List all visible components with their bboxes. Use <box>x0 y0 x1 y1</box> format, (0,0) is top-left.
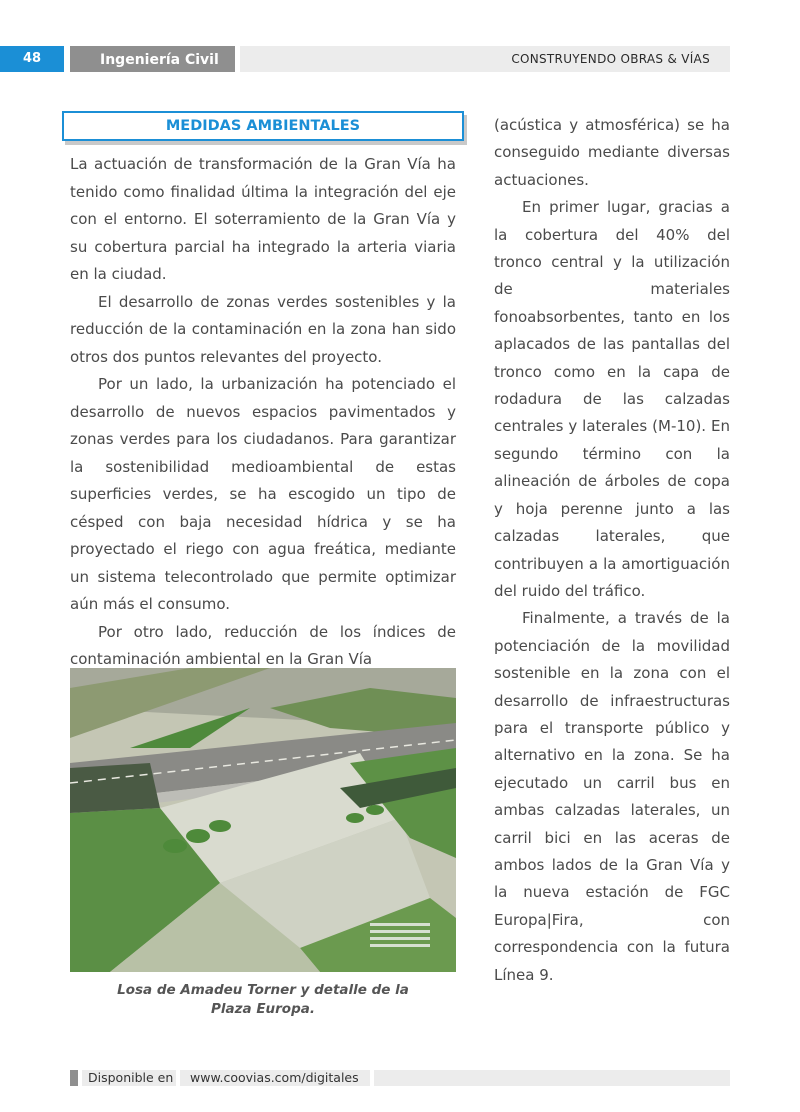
page-number: 48 <box>0 46 64 72</box>
paragraph: La actuación de transformación de la Gran Vía ha tenido como finalidad última la integración del eje con el entorno. El soterramiento de la Gran Vía y su cobertura parcial ha integrado la arteria viaria en la ciudad. <box>70 155 456 283</box>
publication-title: CONSTRUYENDO OBRAS & VÍAS <box>240 46 730 72</box>
paragraph: Finalmente, a través de la potenciación de la movilidad sostenible en la zona con el desarrollo de infraestructuras para el transporte público y alternativo en la zona. Se ha ejecutado un carril bus en ambas calzadas laterales, un carril bici en las aceras de ambos lados de la Gran Vía y la nueva estación de FGC Europa|Fira, con correspondencia con la futura Línea 9. <box>494 609 730 984</box>
paragraph: (acústica y atmosférica) se ha conseguido mediante diversas actuaciones. <box>494 116 730 189</box>
footer-label: Disponible en <box>82 1070 176 1086</box>
left-column <box>70 151 456 674</box>
photo-caption: Losa de Amadeu Torner y detalle de la Plaza Europa. <box>117 982 409 1017</box>
paragraph: Por otro lado, reducción de los índices de contaminación ambiental en la Gran Vía <box>70 622 456 668</box>
paragraph: Por un lado, la urbanización ha potenciado el desarrollo de nuevos espacios pavimentados y zonas verdes para los ciudadanos. Para garantizar la sostenibilidad medioambiental de estas superficies verdes, se ha escogido un tipo de césped con baja necesidad hídrica y se ha proyectado el riego con agua freática, mediante un sistema telecontrolado que permite optimizar aún más el consumo. <box>70 375 456 613</box>
article-box-title: MEDIDAS AMBIENTALES <box>62 111 464 141</box>
paragraph: En primer lugar, gracias a la cobertura del 40% del tronco central y la utilización de materiales fonoabsorbentes, tanto en los aplacados de las pantallas del tronco como en la capa de rodadura de las calzadas centrales y laterales (M-10). En segundo término con la alineación de árboles de copa y hoja perenne junto a las calzadas laterales, que contribuyen a la amortiguación del ruido del tráfico. <box>494 198 730 600</box>
aerial-photo-plaza-europa <box>70 668 456 972</box>
footer-url-link[interactable]: www.coovias.com/digitales <box>180 1070 370 1086</box>
footer-bar <box>374 1070 730 1086</box>
right-column <box>494 112 730 989</box>
paragraph: El desarrollo de zonas verdes sostenibles y la reducción de la contaminación en la zona han sido otros dos puntos relevantes del proyecto. <box>70 292 456 366</box>
aerial-photo-illustration <box>70 668 456 972</box>
footer-marker <box>70 1070 78 1086</box>
section-title: Ingeniería Civil <box>70 46 235 72</box>
